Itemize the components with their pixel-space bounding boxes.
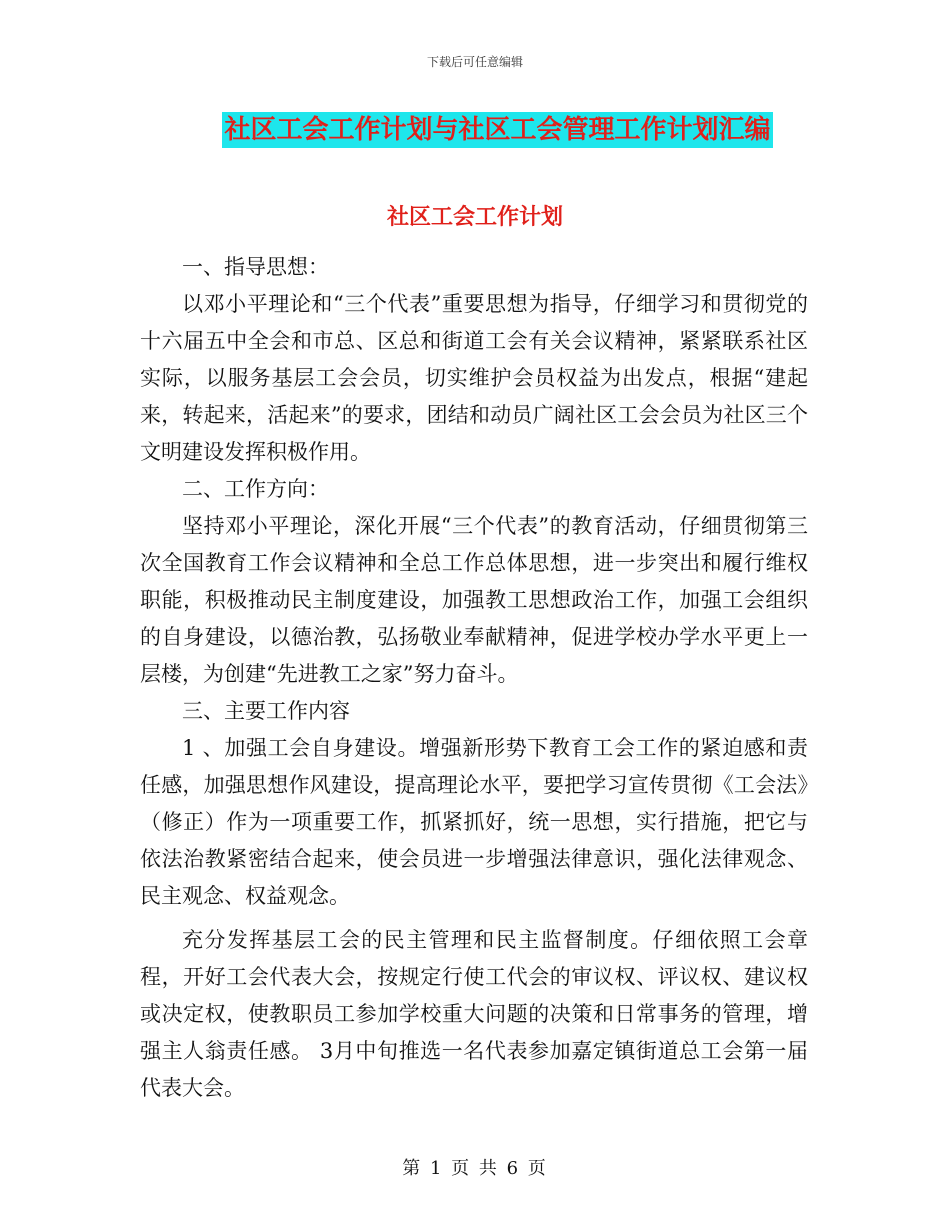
document-body [140, 249, 808, 1107]
paragraph-democratic-management: 充分发挥基层工会的民主管理和民主监督制度。仔细依照工会章程，开好工会代表大会，按规定行使工代会的审议权、评议权、建议权或决定权，使教职员工参加学校重大问题的决策和日常事务的管理，增强主人翁责任感。 3月中旬推选一名代表参加嘉定镇街道总工会第一届代表大会。 [140, 928, 808, 1100]
section-title: 社区工会工作计划 [386, 205, 563, 230]
page-footer: 第 1 页 共 6 页 [402, 1158, 548, 1179]
paragraph-work-direction: 坚持邓小平理论，深化开展“三个代表”的教育活动，仔细贯彻第三次全国教育工作会议精神和全总工作总体思想，进一步突出和履行维权职能，积极推动民主制度建设，加强教工思想政治工作，加强工会组织的自身建设，以德治教，弘扬敬业奉献精神，促进学校办学水平更上一层楼，为创建“先进教工之家”努力奋斗。 [140, 514, 808, 686]
paragraph-self-building: 1 、加强工会自身建设。增强新形势下教育工会工作的紧迫感和责任感，加强思想作风建设，提高理论水平，要把学习宣传贯彻《工会法》（修正）作为一项重要工作，抓紧抓好，统一思想，实行措施，把它与依法治教紧密结合起来，使会员进一步增强法律意识，强化法律观念、民主观念、权益观念。 [140, 736, 808, 908]
heading-main-content: 三、主要工作内容 [182, 699, 350, 723]
heading-work-direction: 二、工作方向： [182, 477, 329, 501]
paragraph-guiding-ideology: 以邓小平理论和“三个代表”重要思想为指导，仔细学习和贯彻党的十六届五中全会和市总、区总和街道工会有关会议精神，紧紧联系社区实际，以服务基层工会会员，切实维护会员权益为出发点，根据“建起来，转起来，活起来”的要求，团结和动员广阔社区工会会员为社区三个文明建设发挥积极作用。 [140, 292, 808, 464]
header-note: 下载后可任意编辑 [426, 55, 523, 69]
heading-guiding-ideology: 一、指导思想： [182, 255, 329, 279]
doc-title-container [0, 112, 950, 148]
doc-title: 社区工会工作计划与社区工会管理工作计划汇编 [222, 112, 772, 148]
